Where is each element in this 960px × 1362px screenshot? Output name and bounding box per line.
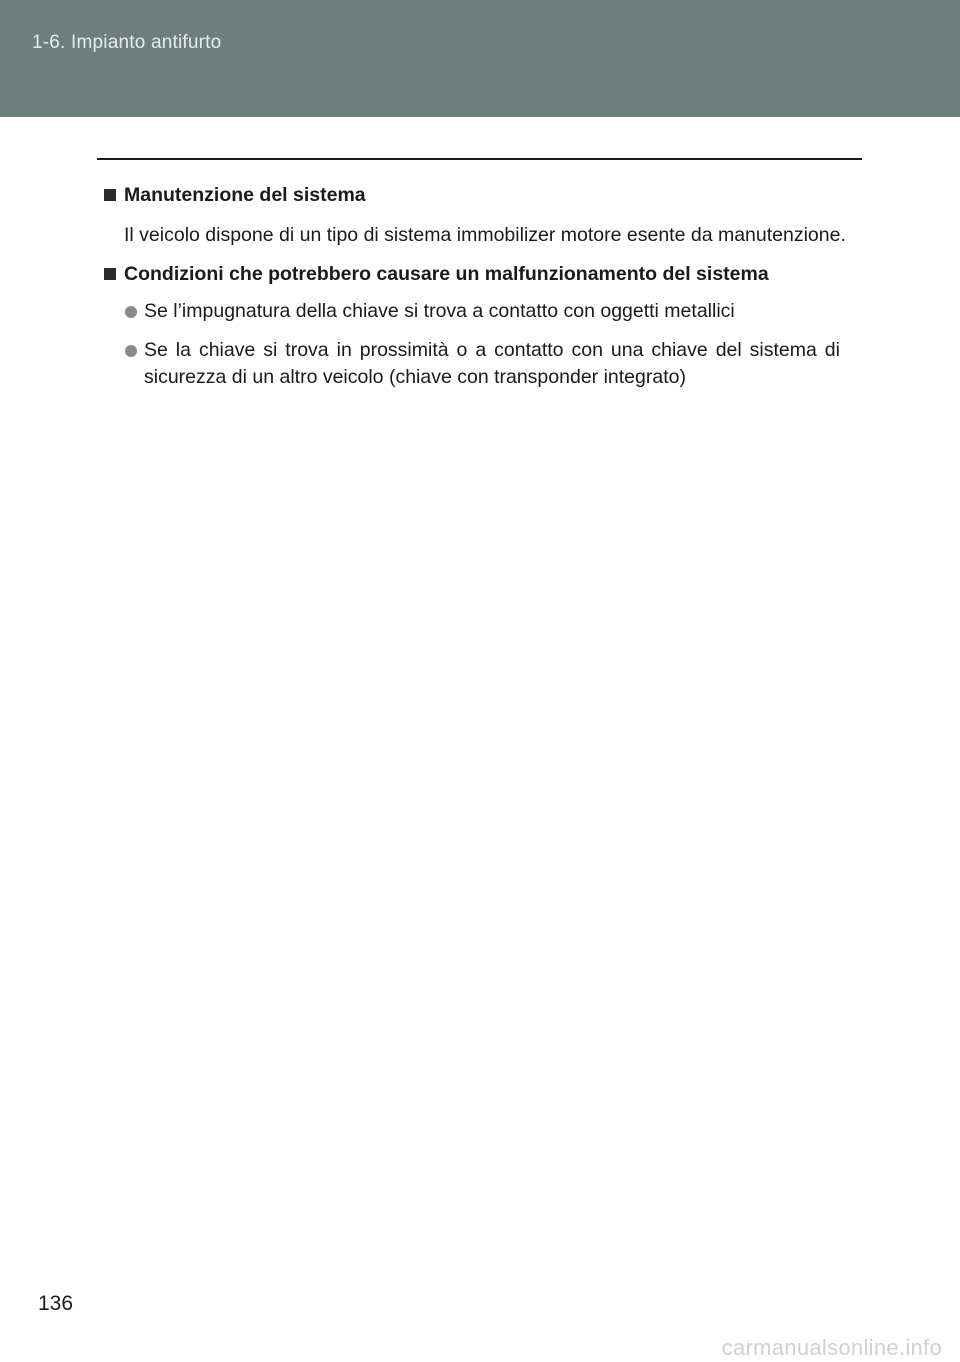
section-heading	[104, 182, 856, 209]
square-bullet-icon	[104, 189, 116, 201]
section-maintenance	[104, 182, 856, 249]
bullet-list	[104, 298, 856, 391]
header-band	[0, 0, 960, 117]
round-bullet-icon	[125, 306, 137, 318]
divider-rule	[97, 158, 862, 160]
section-heading-text: Manutenzione del sistema	[124, 184, 366, 206]
section-paragraph: Il veicolo dispone di un tipo di sistema immobilizer motore esente da manutenzione.	[124, 224, 846, 246]
square-bullet-icon	[104, 268, 116, 280]
page-number: 136	[38, 1292, 74, 1315]
section-malfunction	[104, 261, 856, 391]
round-bullet-icon	[125, 345, 137, 357]
watermark: carmanualsonline.info	[721, 1335, 942, 1360]
list-item	[104, 337, 840, 391]
list-item-text: Se l’impugnatura della chiave si trova a contatto con oggetti metallici	[144, 300, 735, 322]
section-heading	[104, 261, 856, 288]
page-content	[104, 182, 856, 391]
list-item	[104, 298, 840, 325]
list-item-text: Se la chiave si trova in prossimità o a contatto con una chiave del sistema di sicurezza di un altro veicolo (chiave con transponder integrato)	[144, 339, 840, 388]
section-title: 1-6. Impianto antifurto	[32, 32, 222, 53]
section-heading-text: Condizioni che potrebbero causare un malfunzionamento del sistema	[124, 263, 769, 285]
